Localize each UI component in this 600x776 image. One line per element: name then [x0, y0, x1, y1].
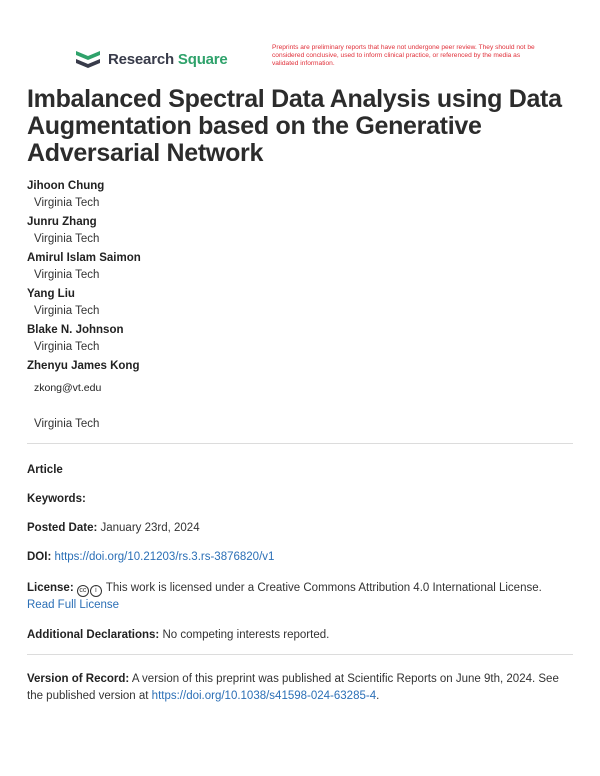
read-full-license-link[interactable]: Read Full License	[27, 599, 120, 611]
version-of-record-label: Version of Record:	[27, 673, 130, 685]
research-square-logo[interactable]	[74, 47, 104, 76]
article-type-label: Article	[27, 464, 63, 476]
author-affiliation: Virginia Tech	[34, 305, 100, 317]
author-affiliation: Virginia Tech	[34, 269, 100, 281]
keywords	[27, 491, 573, 508]
version-of-record-end: .	[376, 690, 380, 702]
author-name: Amirul Islam Saimon	[27, 252, 141, 264]
brand-name-part1: Research	[108, 51, 174, 68]
author-email[interactable]: zkong@vt.edu	[34, 382, 102, 394]
posted-date	[27, 520, 573, 537]
article-type	[27, 462, 573, 479]
version-of-record	[27, 671, 573, 705]
author-name: Blake N. Johnson	[27, 324, 124, 336]
license-label: License:	[27, 582, 74, 594]
author-name: Jihoon Chung	[27, 180, 105, 192]
additional-declarations	[27, 627, 573, 644]
brand-name-part2: Square	[177, 51, 228, 68]
preprint-disclaimer: Preprints are preliminary reports that have not undergone peer review. They should not be considered conclusive, used to inform clinical practice, or referenced by the media as validated information.	[272, 44, 535, 68]
doi-link[interactable]: https://doi.org/10.21203/rs.3.rs-3876820/v1	[54, 551, 275, 563]
keywords-label: Keywords:	[27, 493, 86, 505]
version-of-record-link[interactable]: https://doi.org/10.1038/s41598-024-63285-4	[151, 690, 377, 702]
paper-title: Imbalanced Spectral Data Analysis using Data Augmentation based on the Generative Adversarial Network	[27, 85, 562, 167]
author-affiliation: Virginia Tech	[34, 341, 100, 353]
version-of-record-text: A version of this preprint was published at Scientific Reports on June 9th, 2024. See the published version at	[27, 673, 559, 702]
divider	[27, 654, 573, 655]
license-text: This work is licensed under a Creative Commons Attribution 4.0 International License.	[105, 582, 542, 594]
author-affiliation: Virginia Tech	[34, 197, 100, 209]
declarations-value: No competing interests reported.	[162, 629, 330, 641]
cc-by-icon: i	[90, 585, 102, 597]
posted-date-label: Posted Date:	[27, 522, 98, 534]
author-affiliation: Virginia Tech	[34, 418, 100, 430]
author-name: Junru Zhang	[27, 216, 97, 228]
author-affiliation: Virginia Tech	[34, 233, 100, 245]
author-name: Yang Liu	[27, 288, 75, 300]
doi-label: DOI:	[27, 551, 52, 563]
posted-date-value: January 23rd, 2024	[100, 522, 200, 534]
doi	[27, 549, 573, 566]
cc-icon: cc	[77, 585, 89, 597]
author-name: Zhenyu James Kong	[27, 360, 140, 372]
logo-mark-icon	[74, 47, 104, 71]
brand-name	[108, 51, 228, 68]
declarations-label: Additional Declarations:	[27, 629, 160, 641]
license	[27, 580, 573, 614]
divider	[27, 443, 573, 444]
